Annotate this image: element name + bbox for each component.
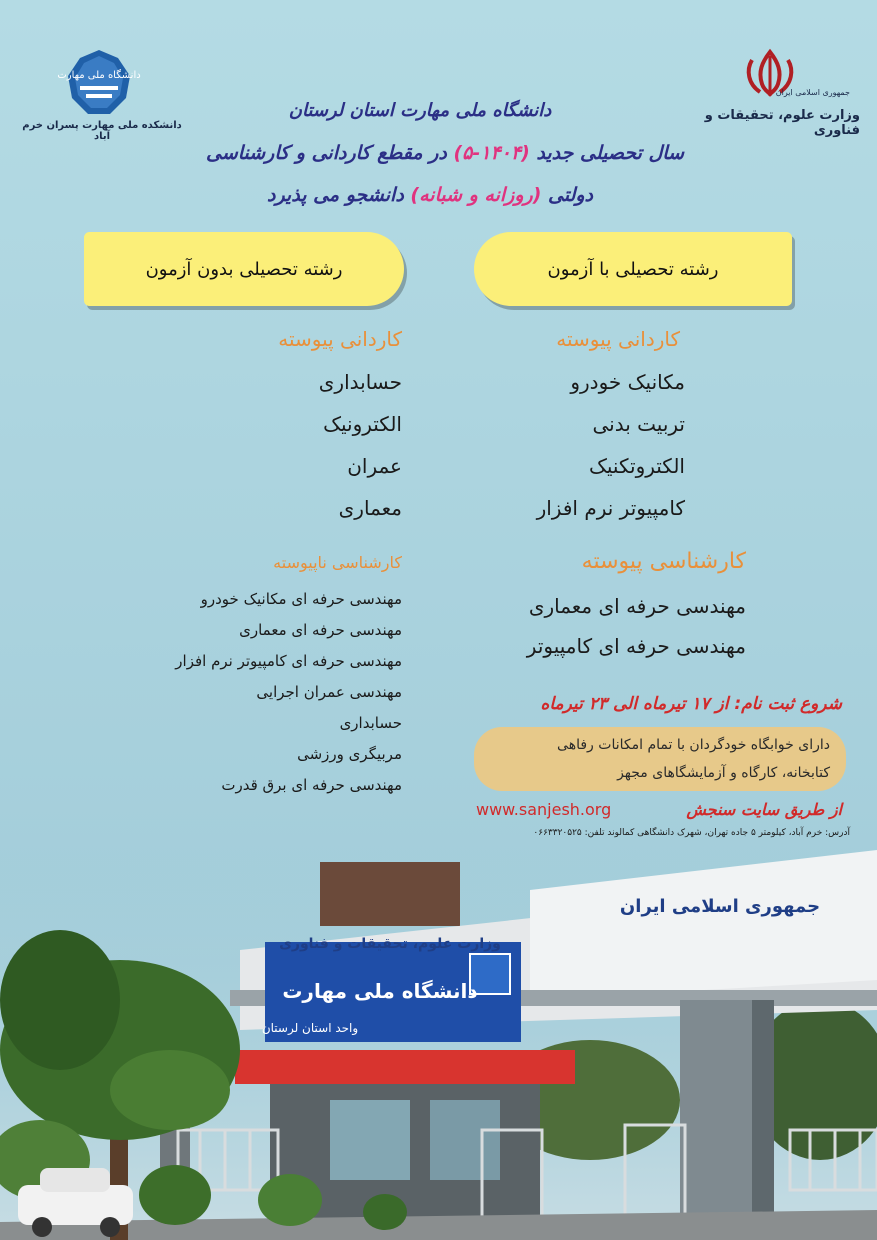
- without-exam-bachelor-list: [120, 590, 402, 807]
- list-item: معماری: [338, 496, 402, 520]
- without-exam-bachelor-title: کارشناسی ناپیوسته: [273, 553, 402, 572]
- heading-line-3-prefix: دولتی: [548, 184, 593, 206]
- list-item: مکانیک خودرو: [570, 370, 685, 394]
- with-exam-bachelor-title: کارشناسی پیوسته: [581, 549, 746, 574]
- without-exam-tab: رشته تحصیلی بدون آزمون: [84, 232, 404, 306]
- right-logo-caption-top: جمهوری اسلامی ایران: [775, 88, 850, 97]
- with-exam-associate-list: [440, 370, 685, 538]
- list-item: حسابداری: [318, 370, 402, 394]
- sign-ministry: وزارت علوم، تحقیقات و فناوری: [279, 936, 501, 952]
- list-item: مهندسی حرفه ای معماری: [528, 594, 746, 618]
- list-item: مهندسی حرفه ای برق قدرت: [221, 776, 402, 794]
- sign-unit: واحد استان لرستان: [261, 1021, 359, 1035]
- address-line: آدرس: خرم آباد، کیلومتر ۵ جاده تهران، شهرک دانشگاهی کمالوند تلفن: ۰۶۶۳۳۲۰۵۲۵: [533, 828, 850, 838]
- left-logo-caption: دانشکده ملی مهارت پسران خرم آباد: [22, 120, 182, 142]
- right-logo-caption: وزارت علوم، تحقیقات و فناوری: [704, 108, 860, 138]
- list-item: مربیگری ورزشی: [297, 745, 402, 763]
- dormitory-line-2: کتابخانه، کارگاه و آزمایشگاهای مجهز: [617, 765, 830, 781]
- list-item: مهندسی حرفه ای کامپیوتر نرم افزار: [175, 652, 402, 670]
- university-logo: [57, 48, 141, 118]
- study-mode: (روزانه و شبانه): [410, 184, 542, 206]
- with-exam-associate-title: کاردانی پیوسته: [556, 327, 680, 351]
- sign-university: دانشگاه ملی مهارت: [282, 979, 478, 1003]
- list-item: الکترونیک: [323, 412, 402, 436]
- sign-republic: جمهوری اسلامی ایران: [619, 896, 821, 917]
- with-exam-bachelor-list: [440, 594, 746, 674]
- dormitory-box: [474, 727, 846, 791]
- list-item: عمران: [347, 454, 402, 478]
- heading-line-3-suffix: دانشجو می پذیرد: [266, 184, 404, 206]
- heading-line-1: دانشگاه ملی مهارت استان لرستان: [288, 100, 552, 121]
- heading-line-3: [210, 184, 650, 206]
- heading-line-2-suffix: در مقطع کاردانی و کارشناسی: [205, 142, 447, 164]
- university-logo-text: دانشگاه ملی مهارت: [57, 70, 141, 81]
- list-item: مهندسی حرفه ای کامپیوتر: [526, 634, 746, 658]
- list-item: تربیت بدنی: [592, 412, 685, 436]
- campus-gate-photo: [0, 850, 877, 1240]
- registration-dates: شروع ثبت نام: از ۱۷ تیرماه الی ۲۳ تیرماه: [540, 694, 842, 714]
- heading-line-2-prefix: سال تحصیلی جدید: [536, 142, 685, 164]
- list-item: مهندسی حرفه ای معماری: [239, 621, 402, 639]
- with-exam-tab: رشته تحصیلی با آزمون: [474, 232, 792, 306]
- academic-year: (۱۴۰۴-۵): [453, 142, 530, 164]
- dormitory-line-1: دارای خوابگاه خودگردان با تمام امکانات رفاهی: [557, 737, 830, 753]
- list-item: کامپیوتر نرم افزار: [536, 496, 685, 520]
- list-item: الکتروتکنیک: [588, 454, 685, 478]
- without-exam-associate-title: کاردانی پیوسته: [278, 327, 402, 351]
- list-item: مهندسی حرفه ای مکانیک خودرو: [200, 590, 402, 608]
- without-exam-associate-list: [150, 370, 402, 538]
- heading-line-2: [130, 142, 760, 164]
- site-label: از طریق سایت سنجش: [686, 800, 842, 819]
- list-item: مهندسی عمران اجرایی: [256, 683, 402, 701]
- sanjesh-link[interactable]: www.sanjesh.org: [476, 800, 612, 819]
- list-item: حسابداری: [339, 714, 402, 732]
